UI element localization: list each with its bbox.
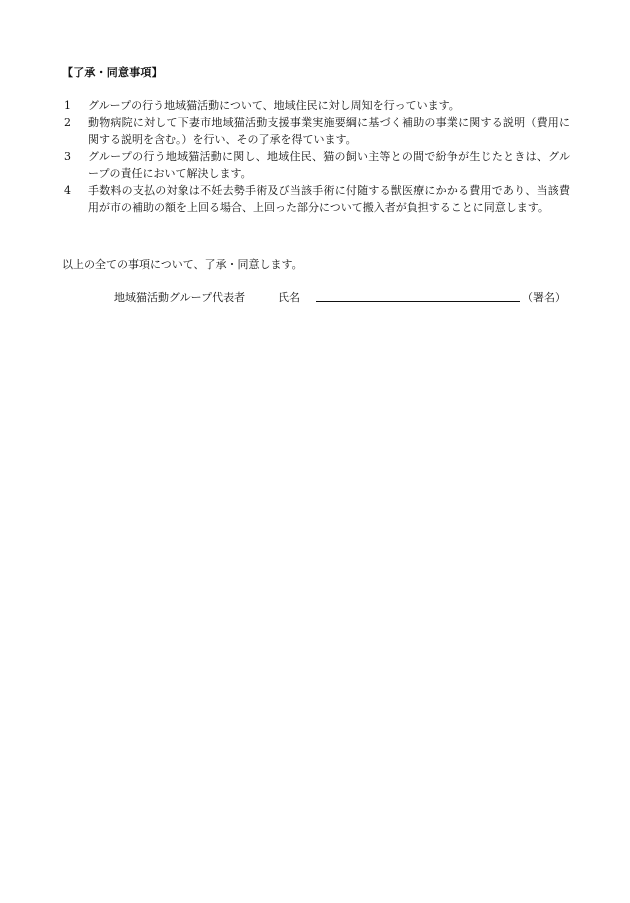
consent-items-list — [64, 97, 570, 216]
consent-item — [64, 182, 570, 216]
item-number: 2 — [64, 116, 71, 129]
signature-row — [114, 289, 570, 307]
item-text: 動物病院に対して下妻市地域猫活動支援事業実施要綱に基づく補助の事業に関する説明（費用に関する説明を含む。）を行い、その了承を得ています。 — [88, 116, 570, 146]
name-label: 氏名 — [278, 291, 300, 304]
item-number: 4 — [64, 184, 71, 197]
item-text: 手数料の支払の対象は不妊去勢手術及び当該手術に付随する獣医療にかかる費用であり、当該費用が市の補助の額を上回る場合、上回った部分について搬入者が負担することに同意します。 — [88, 184, 570, 214]
item-text: グループの行う地域猫活動について、地域住民に対し周知を行っています。 — [88, 99, 460, 112]
item-number: 3 — [64, 150, 71, 163]
consent-item — [64, 148, 570, 182]
representative-label: 地域猫活動グループ代表者 — [114, 291, 246, 304]
consent-item — [64, 97, 570, 114]
item-text: グループの行う地域猫活動に関し、地域住民、猫の飼い主等との間で紛争が生じたときは、グループの責任において解決します。 — [88, 150, 570, 180]
section-heading: 【了承・同意事項】 — [62, 66, 163, 79]
item-number: 1 — [64, 99, 71, 112]
signature-suffix: （署名） — [522, 291, 566, 304]
agreement-statement: 以上の全ての事項について、了承・同意します。 — [62, 258, 303, 271]
signature-line[interactable] — [316, 301, 520, 302]
consent-item — [64, 114, 570, 148]
